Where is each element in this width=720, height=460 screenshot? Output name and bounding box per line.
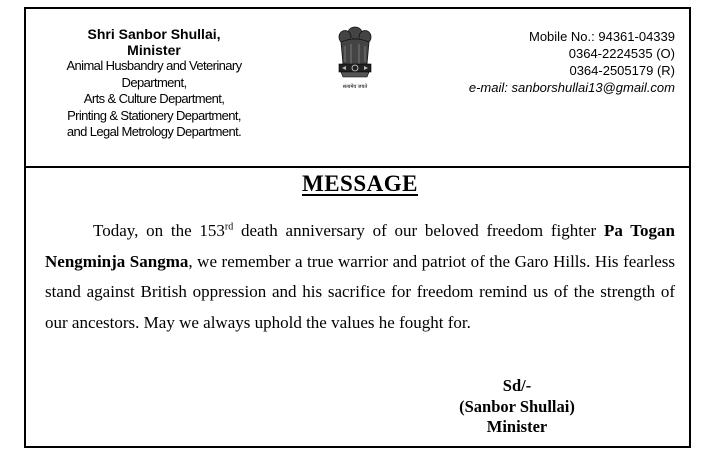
minister-name: Shri Sanbor Shullai, <box>87 26 221 42</box>
message-text-3: , we remember a true warrior and patriot of the Garo Hills. His fearless stand against British oppression and his sacrifice for freedom remind us of the strength of our ancestors. May we always uphold the values he fought for. <box>45 251 675 332</box>
signatory-name: (Sanbor Shullai) <box>459 396 575 416</box>
office-phone: 0364-2224535 (O) <box>568 46 675 61</box>
emblem-caption: सत्यमेव जयते <box>342 84 368 90</box>
message-text-1: Today, on the 153 <box>93 221 225 240</box>
message-text-2: death anniversary of our beloved freedom fighter <box>233 221 604 240</box>
department-line: and Legal Metrology Department. <box>66 124 242 139</box>
signature-block <box>437 376 597 438</box>
department-line: Animal Husbandry and Veterinary <box>66 58 242 73</box>
header-divider <box>24 166 691 168</box>
department-line: Printing & Stationery Department, <box>67 107 241 123</box>
signatory-title: Minister <box>486 417 548 436</box>
residence-phone: 0364-2505179 (R) <box>569 63 675 78</box>
ordinal-suffix: rd <box>224 221 234 233</box>
national-emblem-icon <box>331 24 379 92</box>
message-heading: MESSAGE <box>302 171 418 196</box>
mobile-number: Mobile No.: 94361-04339 <box>529 29 675 44</box>
department-line: Department, <box>121 74 187 90</box>
department-line: Arts & Culture Department, <box>83 91 225 106</box>
signature-sd: Sd/- <box>502 376 532 395</box>
email-address: e-mail: sanborshullai13@gmail.com <box>468 80 675 95</box>
freedom-fighter-name: Pa Togan Nengminja Sangma <box>45 221 675 271</box>
contact-block <box>469 28 675 96</box>
minister-block <box>30 26 278 141</box>
message-body <box>45 216 675 338</box>
minister-title: Minister <box>127 42 181 58</box>
